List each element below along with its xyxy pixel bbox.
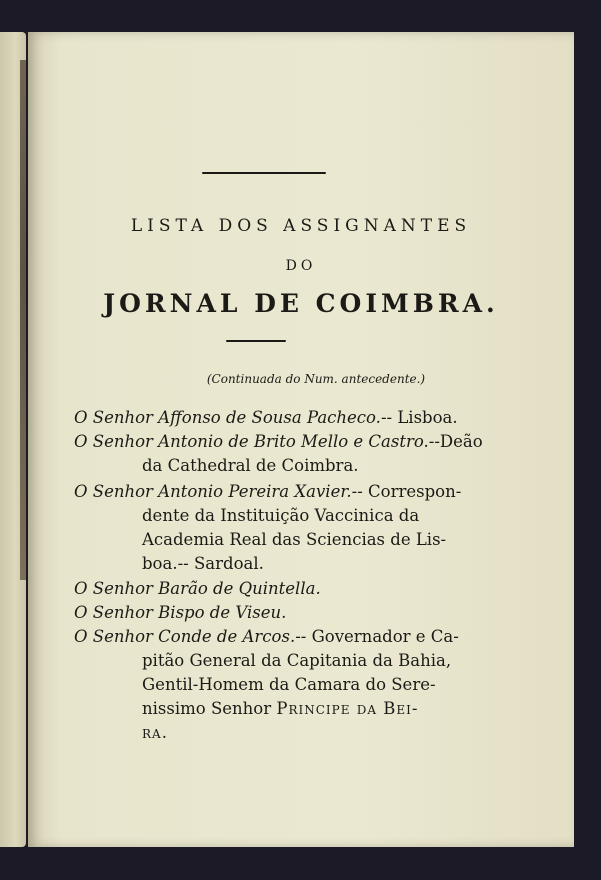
entry-text: --Deão (428, 432, 483, 451)
honorific: O Senhor (74, 627, 153, 646)
top-ornament-rule (202, 172, 326, 174)
entry-text-smallcaps: ra. (142, 723, 168, 742)
entry-text: dente da Instituição Vaccinica da (142, 506, 420, 525)
subscriber-name: Antonio de Brito Mello e Castro. (158, 432, 429, 451)
honorific: O Senhor (74, 432, 153, 451)
subscriber-entry (74, 601, 504, 625)
title-line-3: JORNAL DE COIMBRA. (103, 289, 499, 318)
entry-text-smallcaps: Principe da Bei- (276, 699, 419, 718)
entry-text: -- Correspon- (351, 482, 462, 501)
entry-text: -- Lisboa. (380, 408, 458, 427)
subscriber-name: Barão de Quintella. (158, 579, 321, 598)
entry-text: da Cathedral de Coimbra. (142, 456, 359, 475)
subscriber-name: Bispo de Viseu. (158, 603, 287, 622)
entry-text: -- Governador e Ca- (295, 627, 459, 646)
subscriber-name: Antonio Pereira Xavier. (158, 482, 352, 501)
subscriber-name: Conde de Arcos. (158, 627, 296, 646)
middle-ornament-rule (226, 340, 286, 342)
subscriber-entry (74, 625, 504, 745)
entry-text: nissimo Senhor (142, 699, 272, 718)
entry-text: Academia Real das Sciencias de Lis- (142, 530, 447, 549)
honorific: O Senhor (74, 408, 153, 427)
honorific: O Senhor (74, 579, 153, 598)
binding-shadow (20, 60, 26, 580)
subscriber-entry (74, 406, 504, 430)
subscriber-name: Affonso de Sousa Pacheco. (158, 408, 381, 427)
book-page (28, 32, 574, 847)
subscriber-entry (74, 430, 504, 478)
subtitle: (Continuada do Num. antecedente.) (206, 372, 426, 386)
entry-text: boa.-- Sardoal. (142, 554, 264, 573)
subscriber-entry (74, 577, 504, 601)
honorific: O Senhor (74, 482, 153, 501)
subscriber-entry (74, 480, 504, 576)
entry-text: Gentil-Homem da Camara do Sere- (142, 675, 436, 694)
honorific: O Senhor (74, 603, 153, 622)
entry-text: pitão General da Capitania da Bahia, (142, 651, 452, 670)
title-line-1: LISTA DOS ASSIGNANTES (130, 216, 472, 236)
title-line-2: DO (285, 258, 317, 274)
